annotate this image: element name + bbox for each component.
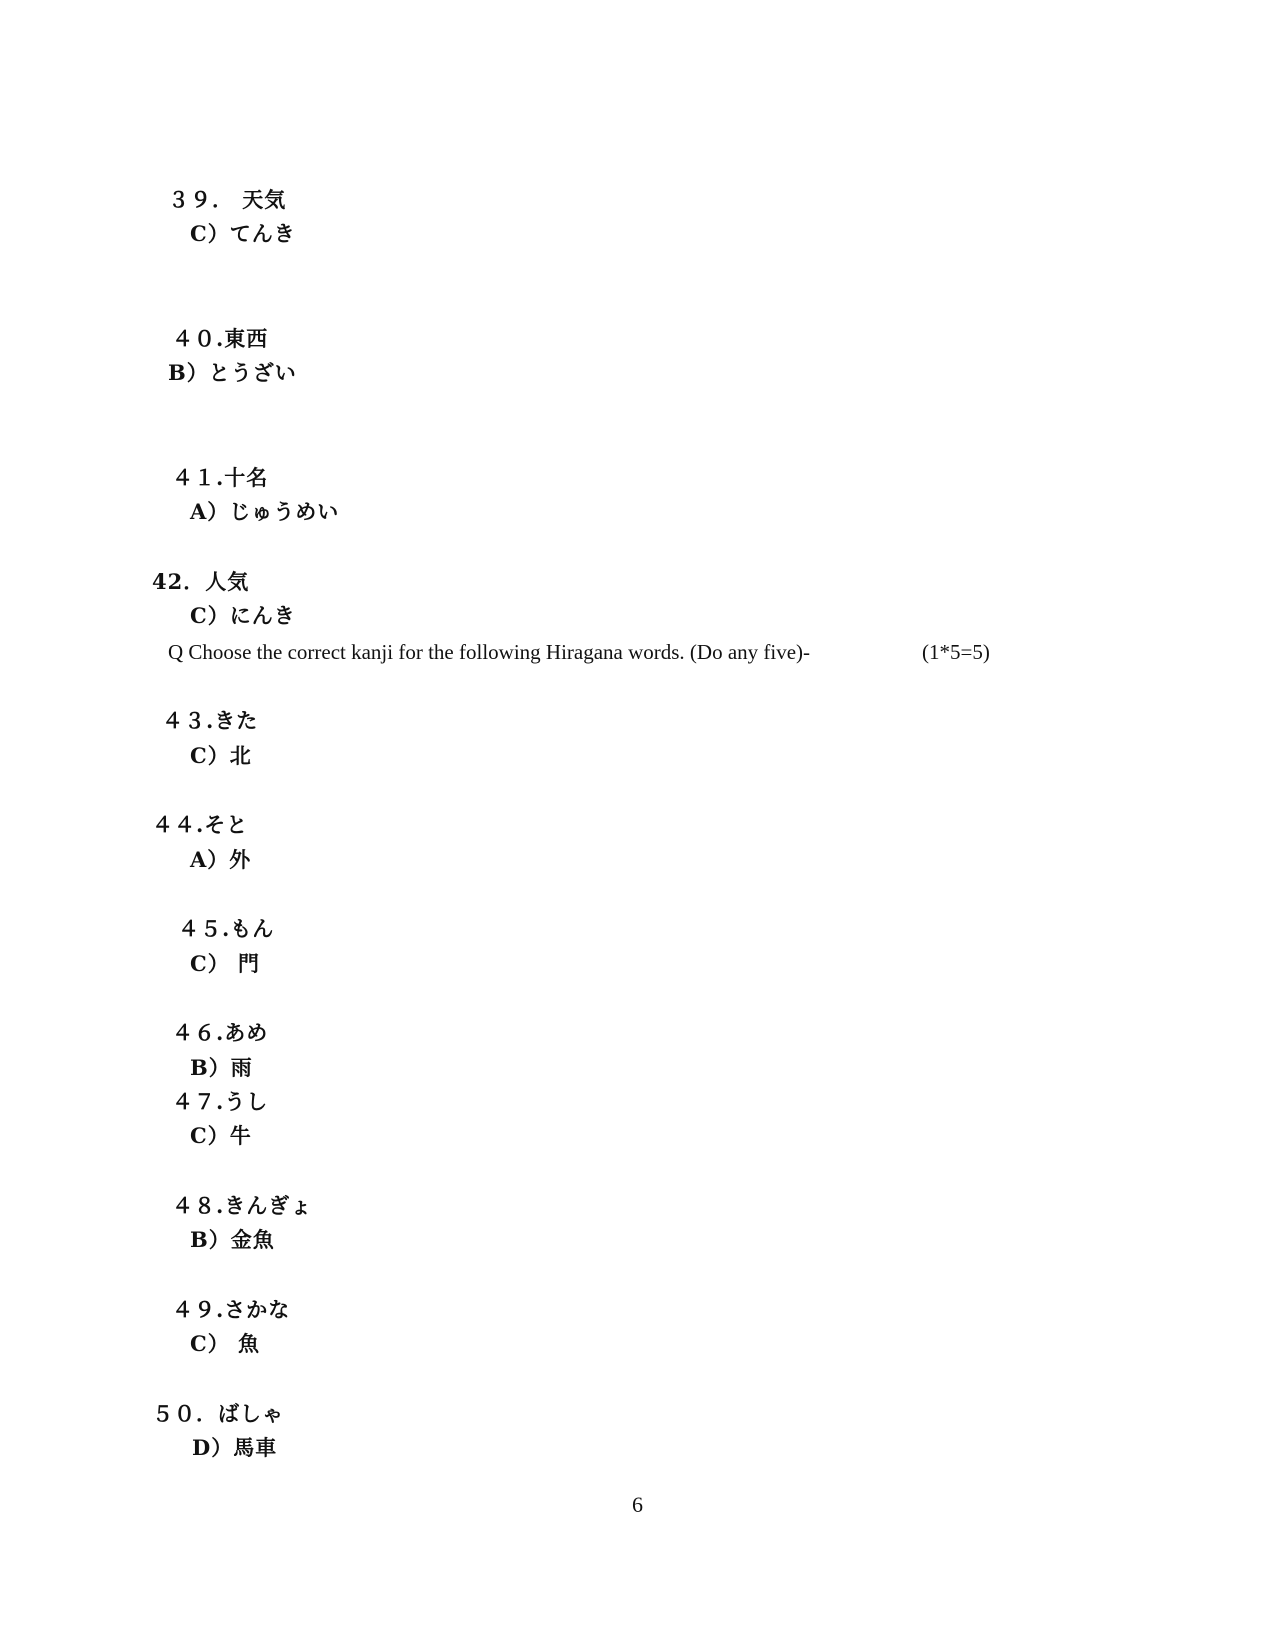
question-50: ５０．ばしゃ — [152, 1401, 284, 1426]
answer-47: C）牛 — [190, 1123, 252, 1148]
answer-48: B）金魚 — [190, 1227, 275, 1252]
answer-39: C）てんき — [190, 221, 296, 246]
answer-49: C） 魚 — [190, 1331, 261, 1356]
question-40: ４０.東西 — [172, 326, 269, 351]
answer-40: B）とうざい — [168, 360, 297, 385]
question-47: ４７.うし — [172, 1089, 269, 1114]
question-41: ４１.十名 — [172, 465, 269, 490]
page-number: 6 — [632, 1492, 643, 1517]
answer-50: D）馬車 — [192, 1435, 278, 1460]
answer-41: A）じゅうめい — [190, 499, 340, 524]
answer-45: C） 門 — [190, 951, 261, 976]
question-46: ４６.あめ — [172, 1020, 269, 1045]
section-marks: (1*5=5) — [922, 640, 990, 664]
question-45: ４５.もん — [178, 916, 275, 941]
question-43: ４３.きた — [162, 708, 259, 733]
section-instruction: Q Choose the correct kanji for the following Hiragana words. (Do any five)- — [168, 640, 811, 664]
question-44: ４４.そと — [152, 812, 249, 837]
question-42: 42．人気 — [152, 569, 250, 594]
answer-43: C）北 — [190, 743, 252, 768]
question-39: ３９． 天気 — [168, 187, 287, 212]
answer-42: C）にんき — [190, 603, 296, 628]
question-49: ４９.さかな — [172, 1297, 291, 1322]
answer-46: B）雨 — [190, 1055, 253, 1080]
question-48: ４８.きんぎょ — [172, 1193, 313, 1218]
answer-44: A）外 — [190, 847, 252, 872]
